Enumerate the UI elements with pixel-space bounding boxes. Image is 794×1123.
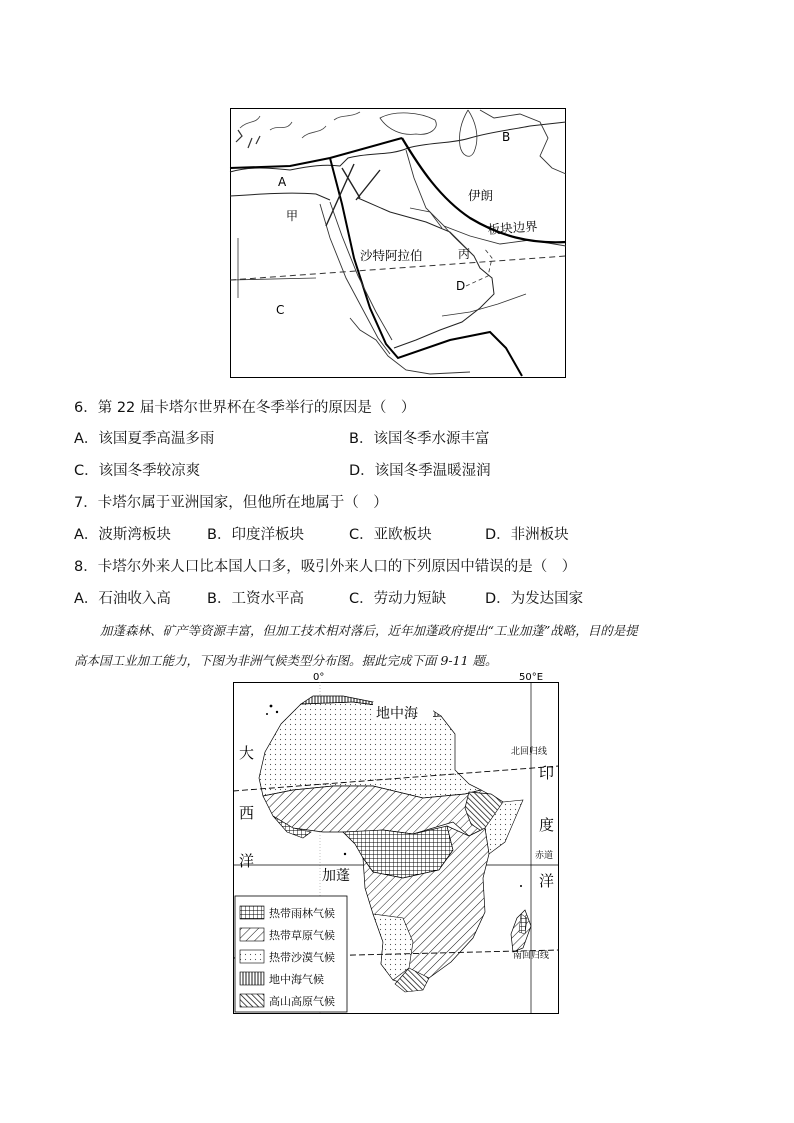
question-7-option-c[interactable]: C．亚欧板块 bbox=[349, 527, 432, 543]
label-bing: 丙 bbox=[458, 247, 471, 261]
tropic-of-cancer-label: 北回归线 bbox=[511, 747, 548, 757]
label-a: A bbox=[278, 175, 287, 189]
question-8-option-c[interactable]: C．劳动力短缺 bbox=[349, 591, 447, 607]
longitude-50e-label: 50°E bbox=[519, 672, 544, 683]
tropic-of-capricorn-label: 南回归线 bbox=[513, 951, 550, 961]
question-6-option-c[interactable]: C．该国冬季较凉爽 bbox=[74, 463, 201, 479]
mediterranean-label: 地中海 bbox=[376, 706, 418, 722]
question-8-stem: 8．卡塔尔外来人口比本国人口多，吸引外来人口的下列原因中错误的是（ ） bbox=[74, 559, 577, 575]
indian-ocean-label-3: 洋 bbox=[539, 872, 555, 890]
indian-ocean-label-2: 度 bbox=[539, 816, 555, 834]
label-jia: 甲 bbox=[286, 209, 299, 223]
question-6-option-d[interactable]: D．该国冬季温暖湿润 bbox=[349, 463, 491, 479]
atlantic-label-1: 大 bbox=[239, 744, 255, 762]
atlantic-label-3: 洋 bbox=[239, 852, 255, 870]
legend-mediterranean: 地中海气候 bbox=[269, 973, 324, 986]
label-iran: 伊朗 bbox=[468, 188, 494, 203]
equator-label: 赤道 bbox=[535, 851, 554, 861]
indian-ocean-label-1: 印 bbox=[539, 764, 555, 782]
question-7-option-d[interactable]: D．非洲板块 bbox=[485, 527, 569, 543]
question-7-stem: 7．卡塔尔属于亚洲国家，但他所在地属于（ ） bbox=[74, 495, 388, 511]
legend-desert: 热带沙漠气候 bbox=[269, 951, 335, 964]
longitude-0-label: 0° bbox=[313, 672, 325, 683]
legend-rainforest: 热带雨林气候 bbox=[269, 907, 335, 920]
legend-savanna: 热带草原气候 bbox=[269, 929, 335, 942]
question-7-option-b[interactable]: B．印度洋板块 bbox=[207, 527, 304, 543]
label-plate-boundary: 板块边界 bbox=[487, 218, 539, 237]
gabon-label: 加蓬 bbox=[322, 868, 350, 884]
question-6-option-a[interactable]: A．该国夏季高温多雨 bbox=[74, 431, 215, 447]
question-8-option-d[interactable]: D．为发达国家 bbox=[485, 591, 584, 607]
intro-paragraph-line-2: 高本国工业加工能力，下图为非洲气候类型分布图。据此完成下面 9-11 题。 bbox=[74, 653, 498, 668]
question-8-option-a[interactable]: A．石油收入高 bbox=[74, 591, 171, 607]
intro-paragraph-line-1: 加蓬森林、矿产等资源丰富，但加工技术相对落后，近年加蓬政府提出“工业加蓬”战略，目的是提 bbox=[100, 623, 638, 638]
label-d: D bbox=[456, 279, 466, 293]
middle-east-map bbox=[230, 108, 566, 378]
question-6-stem: 6．第 22 届卡塔尔世界杯在冬季举行的原因是（ ） bbox=[74, 400, 416, 416]
question-6-option-b[interactable]: B．该国冬季水源丰富 bbox=[349, 431, 490, 447]
africa-climate-map bbox=[233, 672, 559, 1014]
label-saudi-arabia: 沙特阿拉伯 bbox=[360, 248, 423, 263]
question-8-option-b[interactable]: B．工资水平高 bbox=[207, 591, 304, 607]
label-c: C bbox=[276, 303, 285, 317]
question-7-option-a[interactable]: A．波斯湾板块 bbox=[74, 527, 171, 543]
label-b: B bbox=[502, 130, 511, 144]
atlantic-label-2: 西 bbox=[239, 804, 255, 822]
legend-highland: 高山高原气候 bbox=[269, 995, 335, 1008]
